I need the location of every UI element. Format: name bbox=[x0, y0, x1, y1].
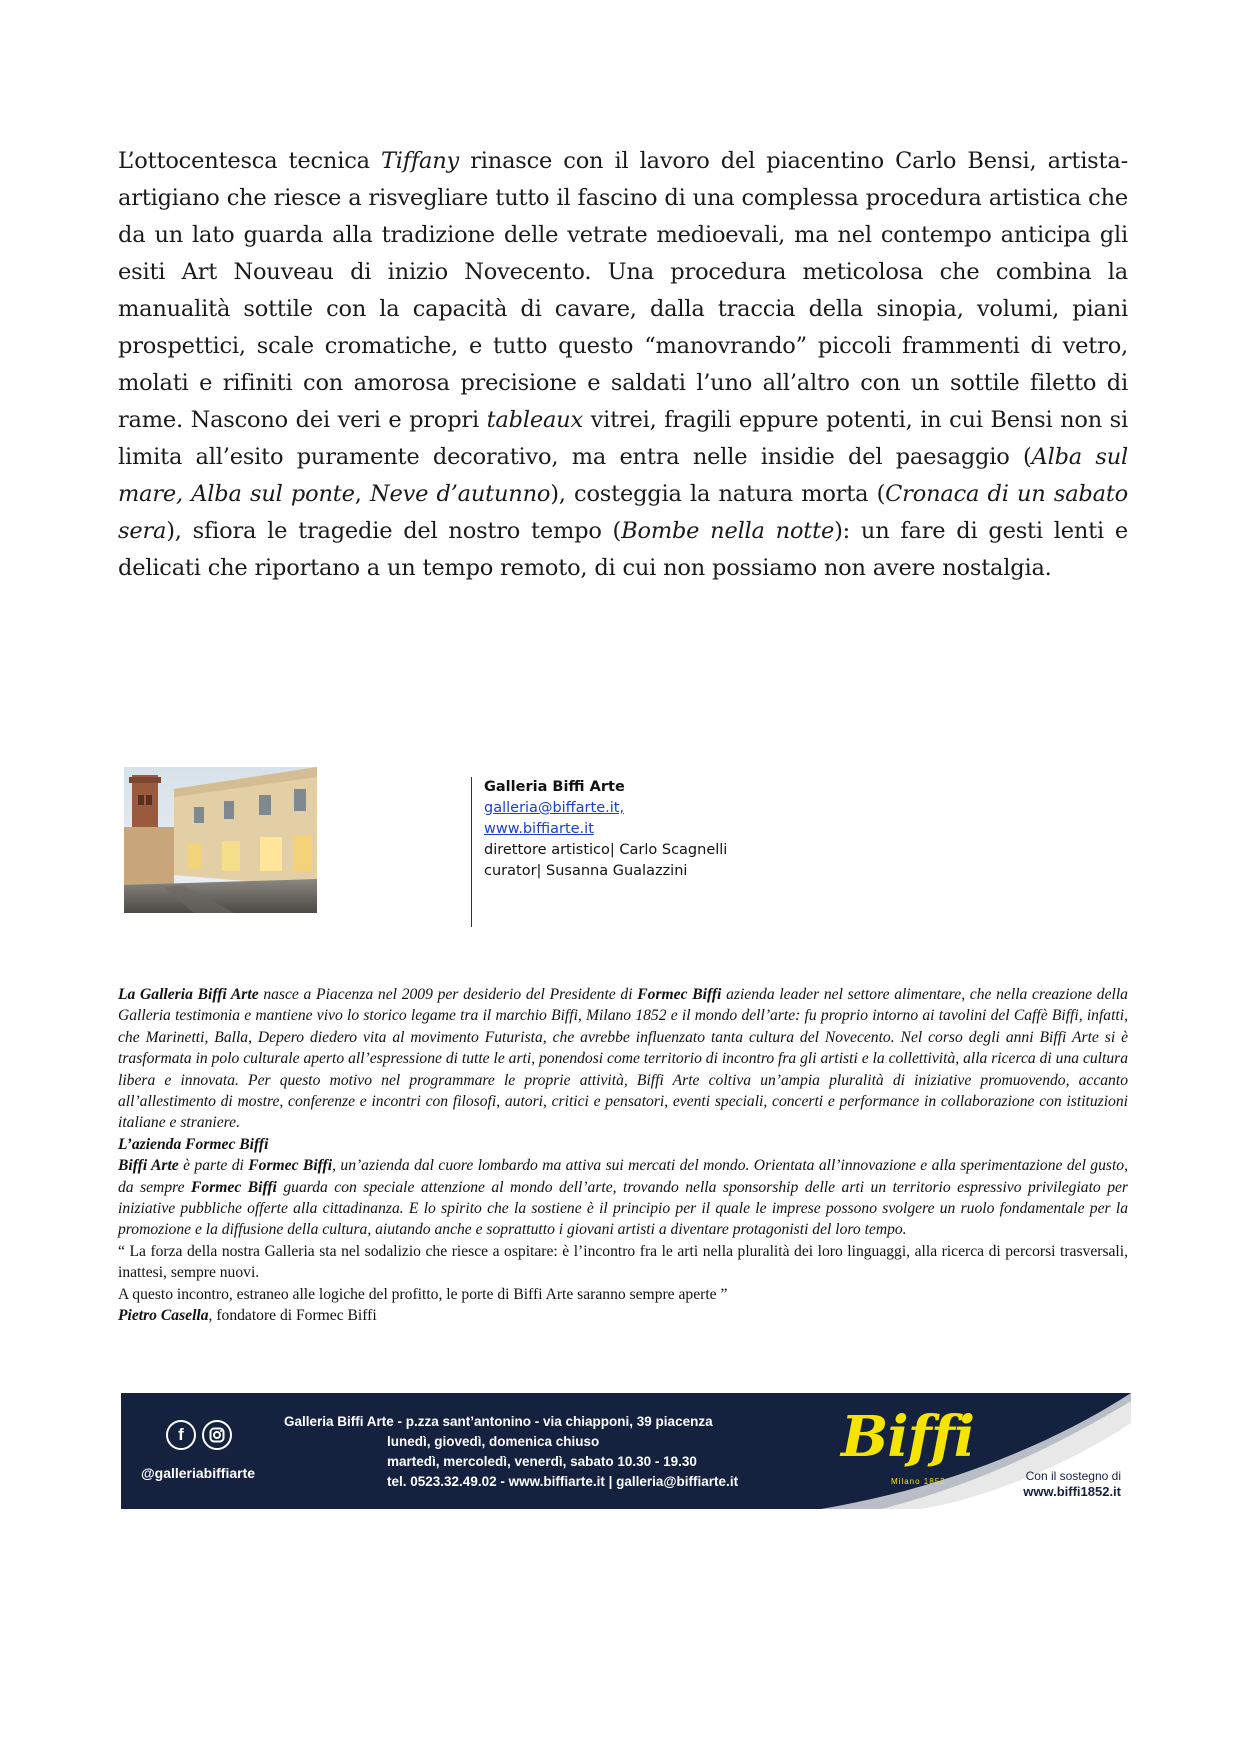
intro-text: rinasce con il lavoro del piacentino Carlo Bensi, artista-artigiano che riesce a risvegliare tutto il fascino di una complessa procedura artistica che da un lato guarda alla tradizione delle vetrate medioevali, ma nel contempo anticipa gli esiti Art Nouveau di inizio Novecento. Una procedura meticolosa che combina la manualità sottile con la capacità di cavare, dalla traccia della sinopia, volumi, piani prospettici, scale cromatiche, e tutto questo “manovrando” piccoli frammenti di vetro, molati e rifiniti con amorosa precisione e saldati l’uno all’altro con un sottile filetto di rame. Nascono dei veri e propri bbox=[118, 148, 1128, 433]
about-text: , un’azienda dal cuore lombardo ma attiva sui mercati del mondo. Orientata all’innovazione e alla sperimentazione del gusto, da sempre bbox=[118, 1157, 1128, 1196]
about-section bbox=[118, 984, 1128, 1327]
gallery-street-photo bbox=[124, 767, 317, 913]
signature-role: , fondatore di Formec Biffi bbox=[208, 1307, 377, 1325]
sponsor-label: Con il sostegno di bbox=[1025, 1469, 1121, 1483]
sponsor-url[interactable]: www.biffi1852.it bbox=[1023, 1484, 1121, 1499]
curator-line: curator| Susanna Gualazzini bbox=[484, 863, 688, 879]
about-text: azienda leader nel settore alimentare, che nella creazione della Galleria testimonia e mantiene vivo lo storico legame tra il marchio Biffi, Milano 1852 e il mondo dell’arte: fu proprio intorno ai tavolini del Caffè Biffi, infatti, che Marinetti, Balla, Depero diedero vita al movimento Futurista, che avrebbe influenzato tanta cultura del Novecento. Nel corso degli anni Biffi Arte si è trasformata in polo culturale aperto all’espressione di tutte le arti, ponendosi come territorio di incontro fra gli artisti e la collettività, alla ricerca di una cultura libera e innovata. Per questo motivo nel programmare le proprie attività, Biffi Arte coltiva un’ampia pluralità di iniziative promuovendo, accanto all’allestimento di mostre, conferenze e incontri con filosofi, autori, critici e pensatori, eventi speciali, concerti e performance in collaborazione con istituzioni italiane e straniere. bbox=[118, 986, 1128, 1132]
about-bold: Formec Biffi bbox=[248, 1157, 333, 1175]
street-photo-illustration bbox=[124, 767, 317, 913]
quote-line-1: “ La forza della nostra Galleria sta nel sodalizio che riesce a ospitare: è l’incontro fra le arti nella pluralità dei loro linguaggi, alla ricerca di percorsi trasversali, inattesi, sempre nuovi. bbox=[118, 1242, 1128, 1282]
about-bold: Biffi Arte bbox=[118, 1157, 179, 1175]
artwork-title-alba: Alba sul mare, Alba sul ponte bbox=[118, 444, 1128, 507]
intro-text: L’ottocentesca tecnica bbox=[118, 148, 381, 174]
banner-info bbox=[284, 1412, 738, 1492]
sponsor-note bbox=[1023, 1469, 1121, 1499]
intro-paragraph bbox=[118, 143, 1128, 587]
email-link[interactable]: galleria@biffarte.it, bbox=[484, 800, 625, 816]
intro-text: ), sfiora le tragedie del nostro tempo ( bbox=[166, 518, 622, 544]
about-text: guarda con speciale attenzione al mondo dell’arte, trovando nella sponsorship delle arti un territorio espressivo privilegiato per iniziative pubbliche offerte alla cittadinanza. E lo spirito che la sostiene è il principio per il quale le imprese possono svolgere un ruolo fondamentale per la promozione e la diffusione della cultura, aiutando anche e soprattutto i giovani artisti a diventare protagonisti del loro tempo. bbox=[118, 1178, 1128, 1239]
formec-paragraph bbox=[118, 1155, 1128, 1241]
signature-name: Pietro Casella bbox=[118, 1307, 209, 1325]
about-text: è parte di bbox=[178, 1157, 249, 1175]
director-line: direttore artistico| Carlo Scagnelli bbox=[484, 842, 728, 858]
intro-text: ), costeggia la natura morta ( bbox=[550, 481, 886, 507]
facebook-icon[interactable]: f bbox=[166, 1420, 196, 1450]
signature bbox=[118, 1305, 1128, 1326]
about-bold: Formec Biffi bbox=[191, 1178, 277, 1196]
biffi-logo: Biffi bbox=[841, 1404, 975, 1470]
about-heading bbox=[118, 1134, 1128, 1155]
banner-address: Galleria Biffi Arte - p.zza sant’antonino - via chiapponi, 39 piacenza bbox=[284, 1414, 713, 1429]
banner-opening-hours: martedì, mercoledì, venerdì, sabato 10.30 - 19.30 bbox=[387, 1454, 697, 1469]
social-handle[interactable]: @galleriabiffiarte bbox=[141, 1465, 256, 1481]
intro-text: ): un fare di gesti lenti e delicati che riportano a un tempo remoto, di cui non possiamo non avere nostalgia. bbox=[118, 518, 1128, 581]
artwork-title-bombe: Bombe nella notte bbox=[621, 518, 835, 544]
artwork-title-neve: Neve d’autunno bbox=[369, 481, 551, 507]
social-icons bbox=[166, 1420, 232, 1450]
gallery-name: Galleria Biffi Arte bbox=[484, 779, 625, 795]
instagram-glyph bbox=[209, 1427, 225, 1443]
tiffany-term: Tiffany bbox=[380, 148, 460, 174]
quote-line-2: A questo incontro, estraneo alle logiche del profitto, le porte di Biffi Arte saranno sempre aperte ” bbox=[118, 1285, 728, 1303]
banner-closed-days: lunedì, giovedì, domenica chiuso bbox=[387, 1434, 600, 1449]
footer-banner bbox=[121, 1393, 1131, 1509]
banner-contacts: tel. 0523.32.49.02 - www.biffiarte.it | galleria@biffiarte.it bbox=[387, 1474, 739, 1489]
about-bold: Formec Biffi bbox=[637, 986, 722, 1003]
about-bold: La Galleria Biffi Arte bbox=[118, 986, 259, 1003]
artwork-title-cronaca: Cronaca di un sabato sera bbox=[118, 481, 1129, 544]
about-paragraph bbox=[118, 984, 1128, 1134]
biffi-logo-subtitle: Milano 1852 bbox=[891, 1477, 946, 1486]
contact-block bbox=[471, 777, 831, 927]
instagram-icon[interactable] bbox=[202, 1420, 232, 1450]
intro-text: , bbox=[354, 481, 370, 507]
formec-heading: L’azienda Formec Biffi bbox=[118, 1135, 269, 1153]
intro-text: vitrei, fragili eppure potenti, in cui Bensi non si limita all’esito puramente decorativo, ma entra nelle insidie del paesaggio ( bbox=[118, 407, 1128, 470]
tableaux-term: tableaux bbox=[486, 407, 583, 433]
website-link[interactable]: www.biffiarte.it bbox=[484, 821, 594, 837]
about-text: nasce a Piacenza nel 2009 per desiderio del Presidente di bbox=[258, 986, 638, 1003]
